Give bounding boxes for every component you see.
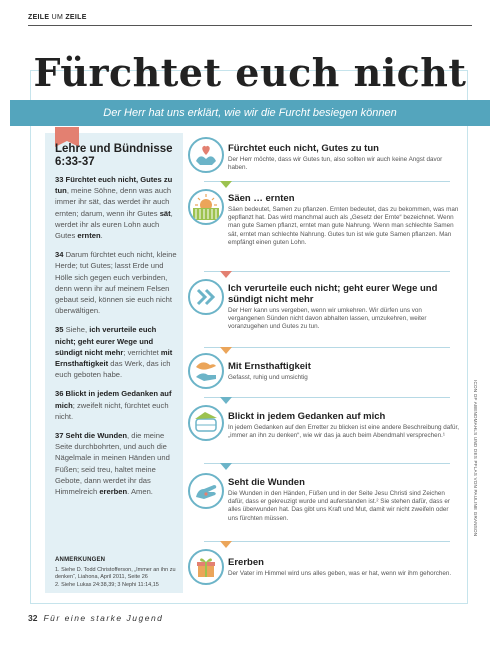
subtitle-banner: Der Herr hat uns erklärt, wie wir die Furcht besiegen können: [10, 100, 490, 126]
item-title: Ererben: [228, 557, 264, 568]
verse-text: , werdet ihr als euren Lohn auch Gutes: [55, 208, 173, 241]
explanation-item: [228, 411, 460, 440]
item-title: Säen … ernten: [228, 193, 295, 204]
verse-bold: 37 Seht die Wunden: [55, 431, 128, 441]
verse-text: , meine Söhne, denn was auch immer ihr sät, das werdet ihr auch ernten; darum, wenn ihr Gutes: [55, 186, 172, 218]
item-text: Gefasst, ruhig und umsichtig: [228, 374, 308, 381]
footnote: 1. Siehe D. Todd Christofferson, „Immer an ihn zu denken“, Liahona, April 2011, Seite 26: [55, 566, 176, 580]
explanations-column: [184, 133, 462, 593]
divider: [204, 397, 450, 398]
verse-bold: sät: [159, 208, 171, 218]
divider: [204, 347, 450, 348]
verse-33: [55, 174, 177, 241]
verse-text: .: [100, 231, 103, 241]
divider: [204, 541, 450, 542]
item-title: Ich verurteile euch nicht; geht eurer Wege und sündigt nicht mehr: [228, 283, 438, 305]
verse-bold: ernten: [77, 231, 101, 241]
verse-bold: 35: [55, 325, 64, 335]
footnotes: [55, 557, 179, 589]
hands-heart-icon: [188, 137, 224, 173]
verse-text: ; verrichtet: [123, 347, 161, 357]
divider: [204, 181, 450, 182]
verse-bold: ererben: [99, 487, 128, 497]
explanation-item: [228, 193, 460, 247]
divider: [204, 271, 450, 272]
verse-text: ; zweifelt nicht, fürchtet euch nicht.: [55, 400, 169, 421]
verse-text: das Werk, das ich euch geboten habe.: [55, 359, 171, 380]
sunrise-field-icon: [188, 189, 224, 225]
magazine-name: Für eine starke Jugend: [43, 613, 164, 623]
verse-bold: 33 Fürchtet euch nicht, Gutes zu tun: [55, 175, 173, 196]
item-title: Mit Ernsthaftigkeit: [228, 361, 311, 372]
item-text: Säen bedeutet, Samen zu pflanzen. Ernten bedeutet, das zu bekommen, was man gepflanzt hat. Das wird manchmal auch als „Gesetz der Ernte“ bezeichnet. Wenn man gute Samen pflanzt, erntet man gute Nahrung. Wenn man schlechte Samen sät, erntet man schlechte Nahrung. Gutes tun ist wie gute Samen pflanzen. Man empfängt einen guten Lohn.: [228, 206, 459, 246]
item-text: Die Wunden in den Händen, Füßen und in der Seite Jesu Christi sind Zeichen dafür, dass er gekreuzigt wurde und auferstanden ist.² Sie stehen dafür, dass er alles überwunden hat. Das gibt uns Kraft und Mut, damit wir nicht zweifeln oder uns fürchten müssen.: [228, 490, 450, 522]
verse-bold: ich verurteile euch nicht; geht eurer Wege und sündigt nicht mehr: [55, 325, 157, 357]
bread-icon: [188, 405, 224, 441]
verse-text: . Amen.: [127, 487, 153, 497]
verse-34: [55, 249, 177, 316]
divider: [204, 463, 450, 464]
divider-arrow-icon: [220, 463, 232, 470]
forward-chevrons-icon: [188, 279, 224, 315]
verse-text: Siehe,: [63, 325, 90, 335]
item-text: In jedem Gedanken auf den Erretter zu blicken ist eine andere Beschreibung dafür, „immer an ihn zu denken“, wie wir das ja auch beim Abendmahl versprechen.¹: [228, 424, 460, 440]
section-tag: [28, 14, 87, 21]
verse-bold: 34: [55, 250, 64, 260]
item-text: Der Herr möchte, dass wir Gutes tun, also sollten wir auch keine Angst davor haben.: [228, 156, 443, 172]
gift-icon: [188, 549, 224, 585]
explanation-item: [228, 557, 460, 578]
header-rule: [28, 25, 472, 26]
verse-37: [55, 430, 177, 497]
page-number: 32: [28, 613, 38, 623]
verse-text: , die meine Seite durchbohrten, und auch die Nägelmale in meinen Händen und Füßen; seid treu, haltet meine Gebote, dann werdet ihr das Himmelreich: [55, 431, 170, 497]
explanation-item: [228, 283, 460, 332]
footnotes-title: ANMERKUNGEN: [55, 557, 106, 563]
footnote: 2. Siehe Lukas 24:38,39; 3 Nephi 11:14,15: [55, 581, 159, 588]
verse-bold: mit Ernsthaftigkeit: [55, 347, 173, 369]
page-footer: [28, 613, 163, 623]
explanation-item: [228, 361, 460, 382]
verse-35: [55, 324, 177, 380]
section-tag-mid: UM: [49, 14, 66, 21]
section-tag-right: ZEILE: [65, 14, 87, 21]
scripture-panel: [45, 133, 183, 593]
divider-arrow-icon: [220, 347, 232, 354]
item-title: Seht die Wunden: [228, 477, 305, 488]
divider-arrow-icon: [220, 397, 232, 404]
item-text: Der Herr kann uns vergeben, wenn wir umkehren. Wir dürfen uns von vergangenen Sünden nicht davon abhalten lassen, umzukehren, weiter voranzugehen und Gutes zu tun.: [228, 307, 427, 331]
divider-arrow-icon: [220, 181, 232, 188]
verse-bold: 36 Blickt in jedem Gedanken auf mich: [55, 389, 172, 410]
item-title: Blickt in jedem Gedanken auf mich: [228, 411, 386, 422]
verse-text: Darum fürchtet euch nicht, kleine Herde; tut Gutes; lasst Erde und Hölle sich gegen euch verbinden, denn wenn ihr auf meinem Felsen gebaut seid, können sie euch nicht überwältigen.: [55, 250, 177, 316]
explanation-item: [228, 143, 460, 172]
hand-dove-icon: [188, 353, 224, 389]
scripture-heading: Lehre und Bündnisse 6:33-37: [55, 143, 173, 168]
explanation-item: [228, 477, 460, 523]
open-hand-icon: [188, 473, 224, 509]
item-title: Fürchtet euch nicht, Gutes zu tun: [228, 143, 379, 154]
item-text: Der Vater im Himmel wird uns alles geben, was er hat, wenn wir ihm gehorchen.: [228, 570, 452, 577]
verse-36: [55, 388, 177, 422]
divider-arrow-icon: [220, 541, 232, 548]
illustration-credit: ICON OF ABENDMAHLS UND DES PFLAS VON PAULINE GRANSON: [473, 380, 478, 537]
divider-arrow-icon: [220, 271, 232, 278]
section-tag-left: ZEILE: [28, 14, 50, 21]
page-title: Fürchtet euch nicht: [33, 50, 467, 95]
